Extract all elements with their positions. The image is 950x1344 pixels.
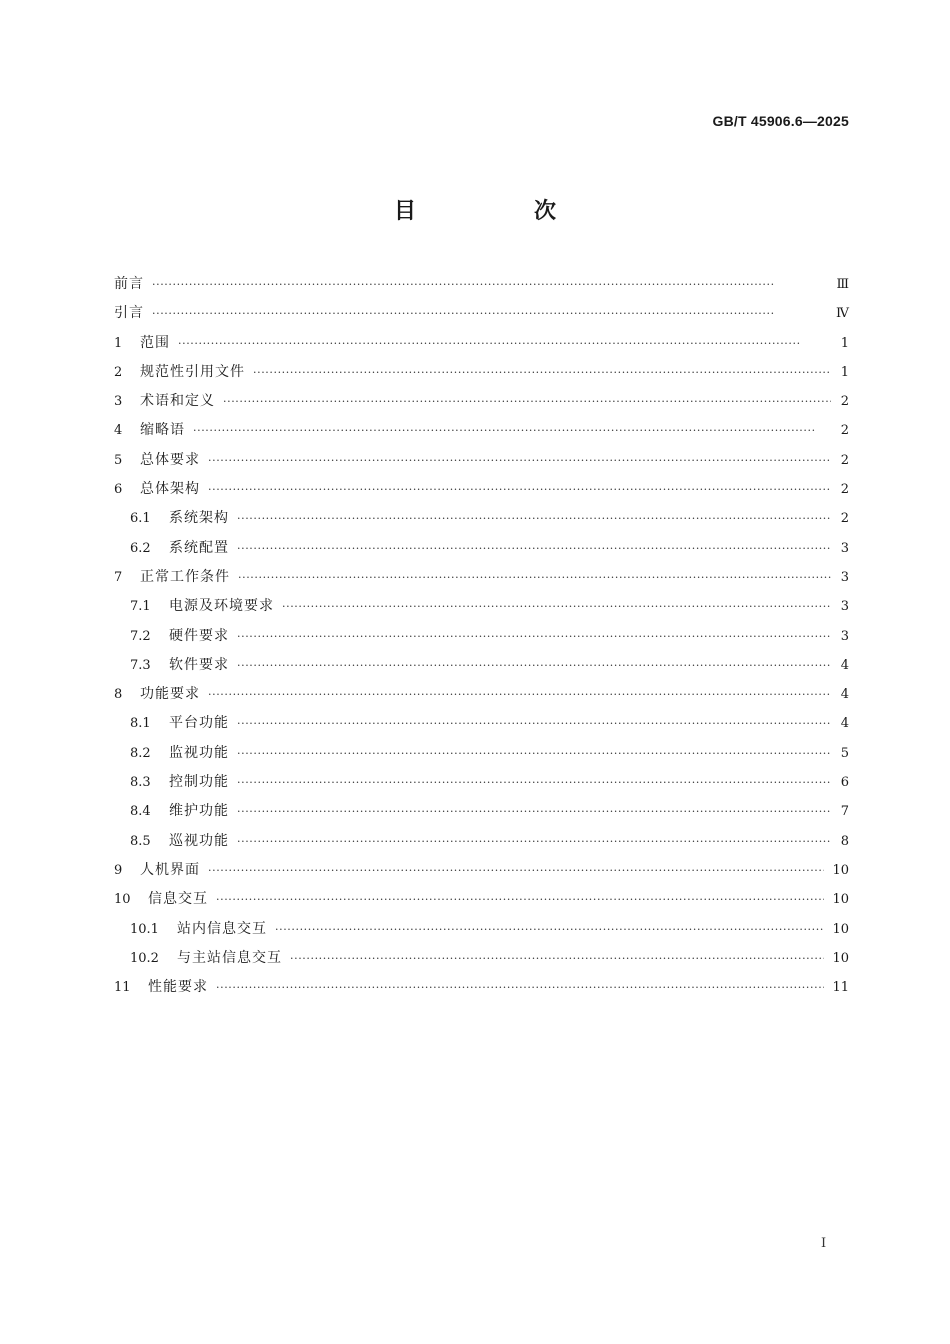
toc-entry-title: 监视功能: [169, 744, 229, 761]
toc-entry[interactable]: [114, 329, 849, 358]
toc-entry[interactable]: [114, 709, 849, 738]
toc-leader-dots: [237, 739, 831, 768]
toc-entry-title: 术语和定义: [140, 393, 215, 410]
toc-entry-page: 2: [840, 452, 849, 468]
toc-leader-dots: [208, 446, 831, 475]
toc-leader-dots: [152, 270, 828, 299]
toc-entry-page: 3: [840, 599, 849, 615]
toc-entry-title: 功能要求: [140, 686, 200, 703]
toc-leader-dots: [237, 797, 831, 826]
toc-leader-dots: [290, 944, 824, 973]
toc-entry-page: 3: [840, 540, 849, 556]
toc-entry-page: 6: [840, 775, 849, 791]
toc-entry-title: 规范性引用文件: [140, 363, 245, 380]
toc-entry-title: 软件要求: [169, 656, 229, 673]
toc-entry-number: 8.5: [130, 833, 151, 849]
toc-leader-dots: [237, 622, 831, 651]
toc-entry-page: 4: [840, 687, 849, 703]
toc-entry-number: 7.1: [130, 599, 151, 615]
toc-entry-number: 10: [114, 892, 131, 908]
toc-entry-number: 10.2: [130, 950, 159, 966]
toc-entry-number: 8: [114, 687, 123, 703]
toc-entry-page: 11: [832, 980, 849, 996]
toc-entry-page: 7: [840, 804, 849, 820]
toc-entry[interactable]: [114, 358, 849, 387]
toc-entry-page: 3: [840, 569, 849, 585]
toc-entry-page: 1: [840, 335, 849, 351]
toc-entry-number: 6: [114, 482, 123, 498]
standard-number: GB/T 45906.6—2025: [712, 113, 849, 129]
toc-entry[interactable]: [114, 299, 849, 328]
toc-leader-dots: [237, 534, 831, 563]
toc-entry[interactable]: [114, 915, 849, 944]
toc-entry-number: 6.1: [130, 511, 151, 527]
toc-entry-page: 2: [840, 511, 849, 527]
toc-entry-title: 范围: [140, 334, 170, 351]
toc-leader-dots: [178, 329, 831, 358]
toc-entry-title: 信息交互: [148, 891, 208, 908]
toc-entry[interactable]: [114, 651, 849, 680]
toc-entry[interactable]: [114, 739, 849, 768]
toc-entry-number: 8.1: [130, 716, 151, 732]
toc-entry[interactable]: [114, 563, 849, 592]
toc-entry-title: 性能要求: [148, 979, 208, 996]
toc-entry-number: 7: [114, 569, 123, 585]
toc-entry-number: 8.3: [130, 775, 151, 791]
toc-entry-page: 10: [832, 950, 849, 966]
toc-entry-number: 9: [114, 862, 123, 878]
toc-entry-title: 站内信息交互: [177, 920, 267, 937]
toc-entry-page: 2: [840, 423, 849, 439]
toc-leader-dots: [237, 504, 831, 533]
toc-entry-page: 4: [840, 716, 849, 732]
toc-entry-page: 1: [840, 364, 849, 380]
toc-entry[interactable]: [114, 622, 849, 651]
toc-entry[interactable]: [114, 504, 849, 533]
toc-entry-number: 6.2: [130, 540, 151, 556]
toc-entry-page: 4: [840, 657, 849, 673]
toc-entry[interactable]: [114, 856, 849, 885]
toc-entry[interactable]: [114, 446, 849, 475]
toc-entry-title: 巡视功能: [169, 832, 229, 849]
toc-leader-dots: [208, 856, 824, 885]
toc-entry[interactable]: [114, 270, 849, 299]
toc-entry-page: Ⅳ: [836, 306, 849, 322]
toc-entry-title: 前言: [114, 276, 144, 292]
toc-entry[interactable]: [114, 768, 849, 797]
toc-entry-title: 缩略语: [140, 422, 185, 439]
toc-leader-dots: [237, 709, 831, 738]
toc-entry-title: 平台功能: [169, 715, 229, 732]
toc-entry[interactable]: [114, 797, 849, 826]
toc-leader-dots: [193, 416, 831, 445]
toc-leader-dots: [237, 827, 831, 856]
toc-entry-title: 与主站信息交互: [177, 949, 282, 966]
toc-leader-dots: [237, 651, 831, 680]
toc-entry-title: 硬件要求: [169, 627, 229, 644]
toc-entry[interactable]: [114, 475, 849, 504]
toc-entry-title: 总体架构: [140, 481, 200, 498]
page-number: Ⅰ: [821, 1236, 827, 1251]
toc-entry[interactable]: [114, 534, 849, 563]
toc-entry-title: 系统架构: [169, 510, 229, 527]
toc-entry-number: 7.3: [130, 657, 151, 673]
toc-leader-dots: [223, 387, 831, 416]
toc-entry-number: 1: [114, 335, 123, 351]
toc-leader-dots: [208, 475, 831, 504]
toc-entry-title: 正常工作条件: [140, 568, 230, 585]
toc-entry-title: 人机界面: [140, 861, 200, 878]
toc-entry-page: 10: [832, 892, 849, 908]
toc-entry-page: 2: [840, 394, 849, 410]
page-title: 目 次: [393, 199, 604, 224]
toc-leader-dots: [238, 563, 831, 592]
toc-entry-page: 2: [840, 482, 849, 498]
toc-entry-number: 11: [114, 980, 131, 996]
toc-entry-title: 控制功能: [169, 774, 229, 791]
table-of-contents: [114, 270, 849, 1002]
toc-entry-page: 3: [840, 628, 849, 644]
toc-entry-number: 4: [114, 423, 123, 439]
toc-entry-number: 2: [114, 364, 123, 380]
toc-leader-dots: [216, 885, 824, 914]
toc-entry-page: 5: [840, 745, 849, 761]
toc-entry[interactable]: [114, 592, 849, 621]
toc-leader-dots: [208, 680, 831, 709]
toc-leader-dots: [216, 973, 824, 1002]
toc-leader-dots: [237, 768, 831, 797]
toc-entry[interactable]: [114, 387, 849, 416]
toc-leader-dots: [275, 915, 824, 944]
toc-leader-dots: [282, 592, 831, 621]
toc-leader-dots: [253, 358, 831, 387]
toc-entry[interactable]: [114, 416, 849, 445]
toc-entry-number: 10.1: [130, 921, 159, 937]
toc-entry-page: Ⅲ: [836, 277, 849, 292]
toc-entry[interactable]: [114, 827, 849, 856]
toc-entry-title: 维护功能: [169, 803, 229, 820]
toc-entry-title: 总体要求: [140, 451, 200, 468]
toc-entry-title: 电源及环境要求: [169, 598, 274, 615]
toc-entry-number: 5: [114, 452, 123, 468]
toc-entry-number: 8.4: [130, 804, 151, 820]
toc-entry[interactable]: [114, 973, 849, 1002]
toc-entry[interactable]: [114, 944, 849, 973]
toc-entry[interactable]: [114, 885, 849, 914]
toc-entry-page: 10: [832, 921, 849, 937]
toc-entry-number: 7.2: [130, 628, 151, 644]
toc-leader-dots: [152, 299, 828, 328]
toc-entry-title: 系统配置: [169, 539, 229, 556]
toc-entry-number: 8.2: [130, 745, 151, 761]
toc-entry-number: 3: [114, 394, 123, 410]
toc-entry-title: 引言: [114, 305, 144, 322]
toc-entry-page: 10: [832, 862, 849, 878]
toc-entry[interactable]: [114, 680, 849, 709]
toc-entry-page: 8: [840, 833, 849, 849]
